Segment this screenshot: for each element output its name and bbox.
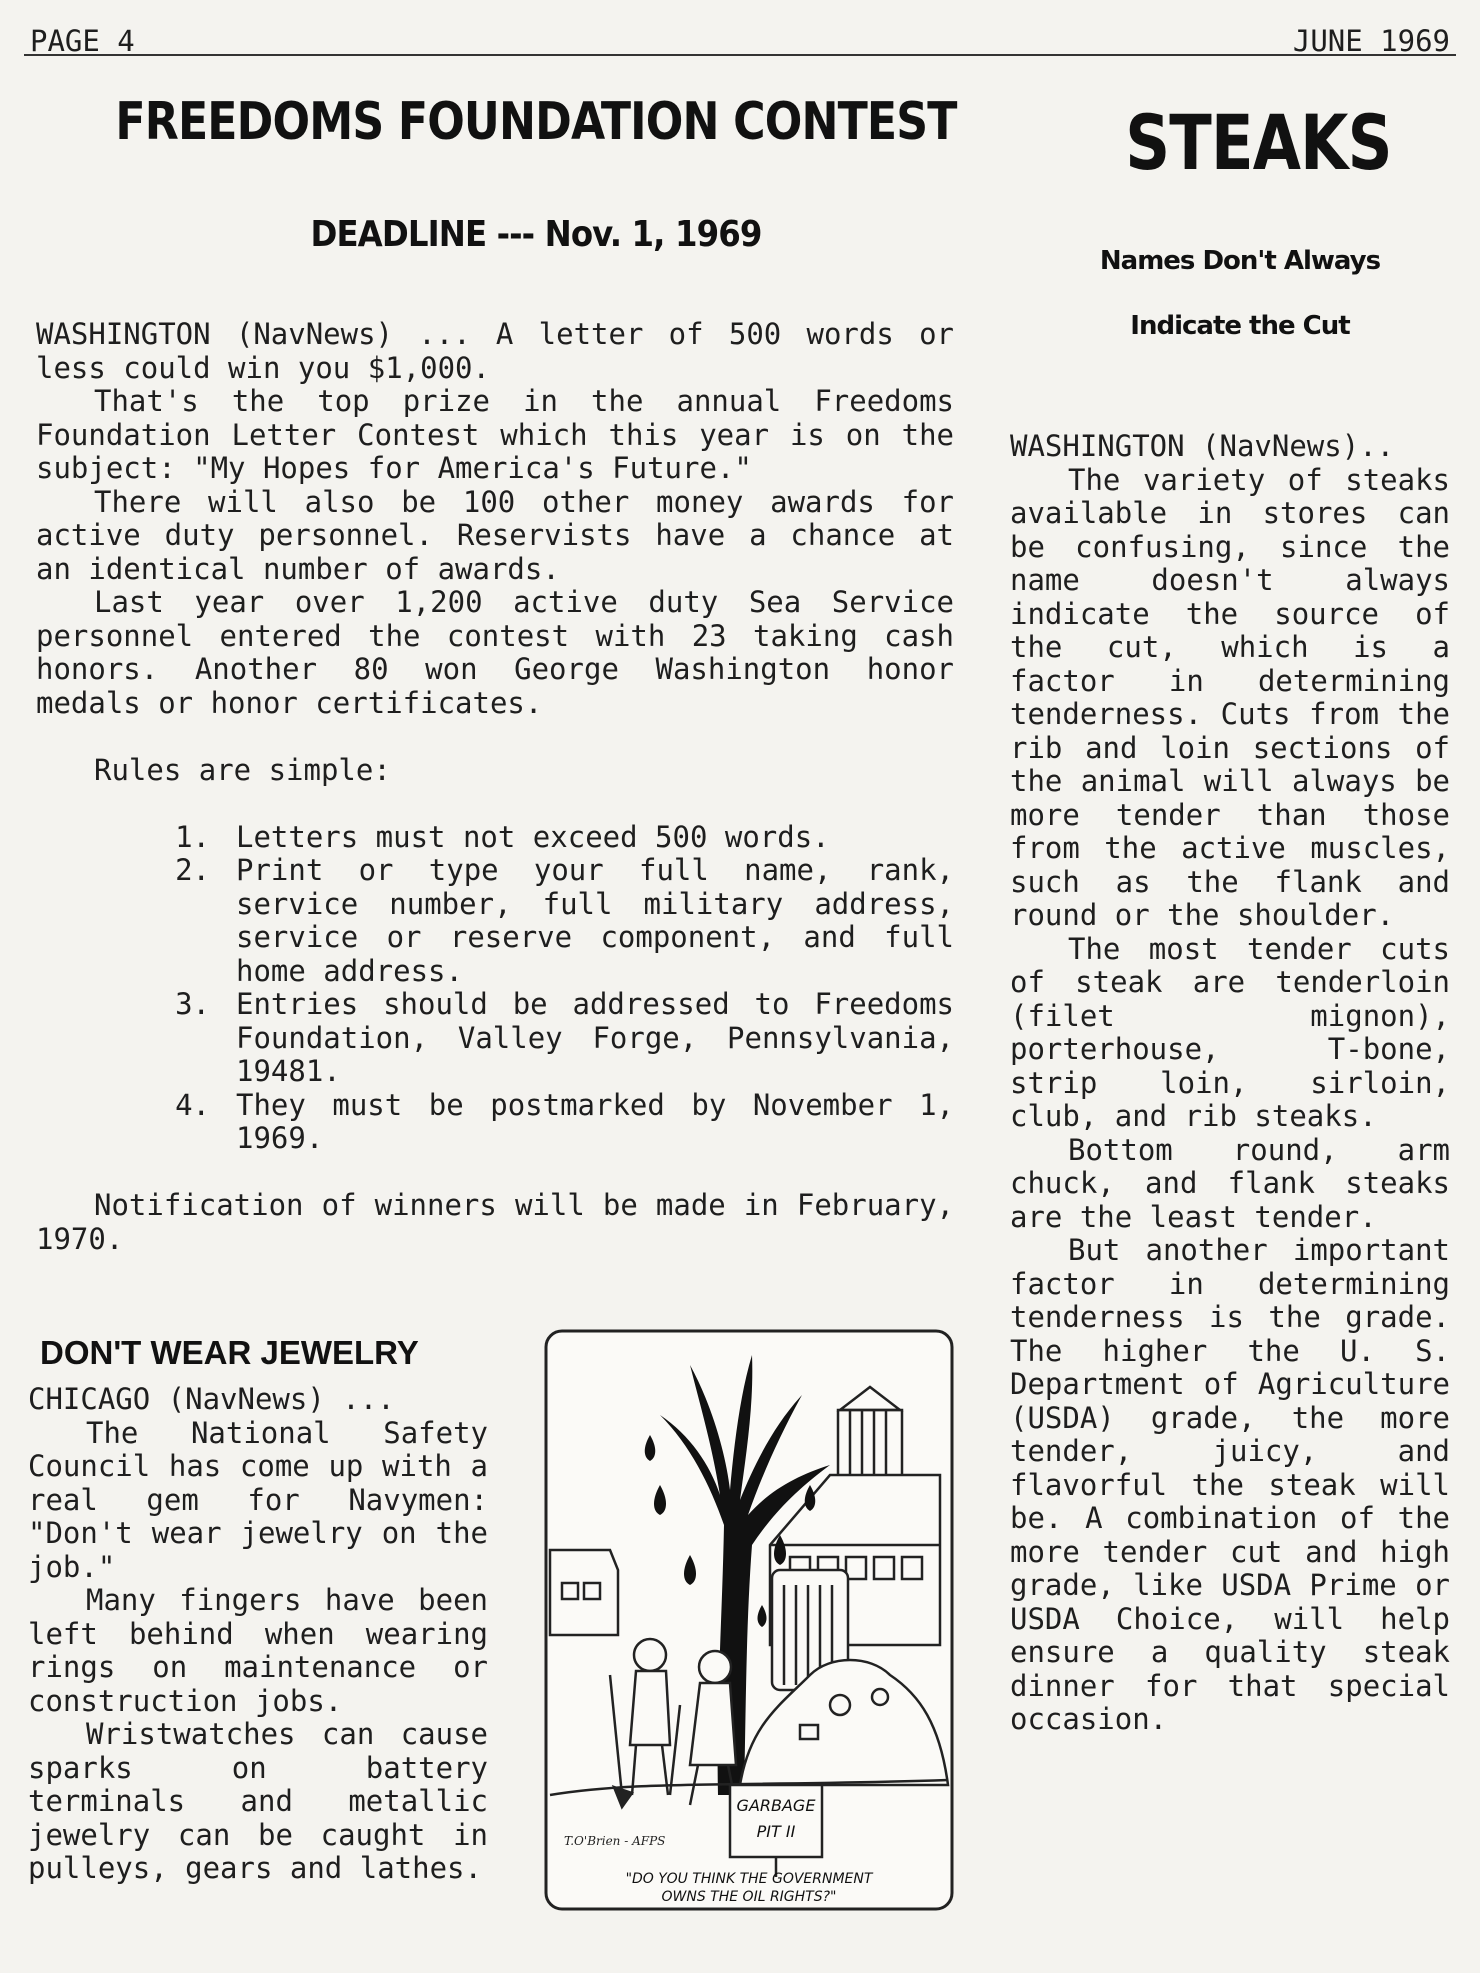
- rules-intro: Rules are simple:: [94, 752, 391, 787]
- contest-article-body: [36, 318, 954, 1256]
- page-number: PAGE 4: [30, 24, 135, 58]
- steaks-paragraph-2: The most tender cuts of steak are tenderloin (filet mignon), porterhouse, T-bone, strip loin, sirloin, club, and rib steaks.: [1010, 931, 1450, 1133]
- rule-number: 1.: [175, 819, 210, 854]
- jewelry-paragraph-1: The National Safety Council has come up with a real gem for Navymen: "Don't wear jewelry on the job.": [28, 1415, 488, 1584]
- steaks-dateline: WASHINGTON (NavNews)..: [1010, 429, 1395, 463]
- notification-paragraph: Notification of winners will be made in February, 1970.: [36, 1188, 954, 1256]
- rule-item: [36, 988, 954, 1089]
- contest-headline: FREEDOMS FOUNDATION CONTEST: [115, 92, 957, 152]
- rule-number: 2.: [175, 853, 210, 887]
- rule-item: [36, 821, 954, 855]
- rule-number: 4.: [175, 1087, 210, 1122]
- jewelry-dateline: CHICAGO (NavNews) ...: [28, 1382, 395, 1416]
- steaks-paragraph-4: But another important factor in determining tenderness is the grade. The higher the U. S. Department of Agriculture (USDA) grade, the more tender, juicy, and flavorful the steak will be. A combination of the more tender cut and high grade, like USDA Prime or USDA Choice, will help ensure a quality steak dinner for that special occasion.: [1010, 1233, 1450, 1736]
- rule-text: Letters must not exceed 500 words.: [236, 819, 830, 854]
- steaks-article-body: [1010, 430, 1450, 1737]
- contest-paragraph-4: Last year over 1,200 active duty Sea Service personnel entered the contest with 23 taking cash honors. Another 80 won George Washington honor medals or honor certificates.: [36, 585, 954, 720]
- sign-line-2: PIT II: [756, 1822, 796, 1841]
- rule-text: They must be postmarked by November 1, 1969.: [236, 1087, 954, 1155]
- steaks-paragraph-3: Bottom round, arm chuck, and flank steaks are the least tender.: [1010, 1132, 1450, 1234]
- cartoonist-signature: T.O'Brien - AFPS: [564, 1834, 666, 1848]
- contest-paragraph-1: WASHINGTON (NavNews) ... A letter of 500 words or less could win you $1,000.: [36, 317, 954, 385]
- jewelry-paragraph-2: Many fingers have been left behind when wearing rings on maintenance or construction jobs.: [28, 1583, 488, 1718]
- rule-number: 3.: [175, 987, 210, 1021]
- jewelry-article-body: [28, 1383, 488, 1886]
- steaks-paragraph-1: The variety of steaks available in stores can be confusing, since the name doesn't always indicate the source of the cut, which is a factor in determining tenderness. Cuts from the rib and loin sections of the animal will always be more tender than those from the active muscles, such as the flank and round or the shoulder.: [1010, 462, 1450, 932]
- contest-paragraph-2: That's the top prize in the annual Freedoms Foundation Letter Contest which this year is on the subject: "My Hopes for America's Future.": [36, 384, 954, 485]
- steaks-subheadline-line1: Names Don't Always: [1099, 246, 1381, 276]
- cartoon-caption-line-1: "DO YOU THINK THE GOVERNMENT: [625, 1871, 873, 1887]
- issue-date: JUNE 1969: [1292, 24, 1450, 58]
- steaks-headline: STEAKS: [1125, 98, 1392, 187]
- sign-line-1: GARBAGE: [736, 1796, 816, 1815]
- masthead: [24, 20, 1456, 56]
- cartoon-caption-line-2: OWNS THE OIL RIGHTS?": [661, 1889, 837, 1905]
- contest-deadline: DEADLINE --- Nov. 1, 1969: [310, 214, 762, 255]
- rule-item: [36, 854, 954, 988]
- building-icon: [550, 1550, 618, 1635]
- steaks-subheadline-line2: Indicate the Cut: [1130, 311, 1350, 341]
- jewelry-paragraph-3: Wristwatches can cause sparks on battery terminals and metallic jewelry can be caught in pulleys, gears and lathes.: [28, 1717, 488, 1885]
- contest-paragraph-3: There will also be 100 other money awards for active duty personnel. Reservists have a chance at an identical number of awards.: [36, 484, 954, 586]
- rule-text: Print or type your full name, rank, service number, full military address, service or reserve component, and full home address.: [236, 853, 954, 988]
- jewelry-headline: DON'T WEAR JEWELRY: [40, 1334, 419, 1371]
- cartoon-illustration: [540, 1325, 958, 1915]
- rule-item: [36, 1089, 954, 1156]
- rule-text: Entries should be addressed to Freedoms Foundation, Valley Forge, Pennsylvania, 19481.: [236, 987, 954, 1088]
